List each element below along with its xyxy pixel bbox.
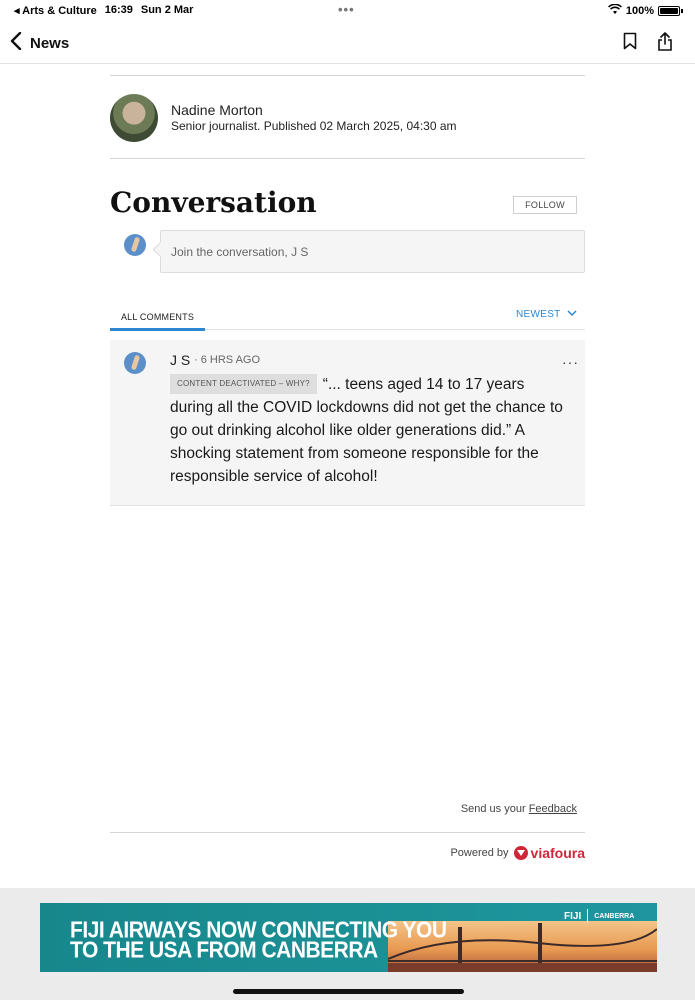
comment-text: “... teens aged 14 to 17 years during all the COVID lockdowns did not get the chance to go out drinking alcohol like older generations did.” A shocking statement from someone responsible for the responsible service of alcohol! (170, 376, 563, 485)
status-time: 16:39 (104, 4, 133, 16)
powered-by-label: Powered by (450, 847, 509, 859)
powered-by (110, 845, 585, 861)
sort-dropdown[interactable] (516, 309, 577, 320)
ad-area (0, 888, 695, 1000)
chevron-down-icon (567, 309, 577, 320)
current-user-avatar (124, 234, 146, 256)
ad-headline-line2: TO THE USA FROM CANBERRA (70, 937, 378, 964)
bookmark-icon[interactable] (623, 32, 637, 56)
author-meta: Senior journalist. Published 02 March 2025, 04:30 am (171, 119, 457, 133)
author-block (110, 94, 585, 144)
divider (110, 832, 585, 833)
back-chevron-icon (10, 32, 22, 54)
comment-timestamp: · 6 HRS AGO (194, 354, 261, 366)
author-avatar[interactable] (110, 94, 158, 142)
status-back-app[interactable]: ◂ Arts & Culture (14, 5, 97, 17)
divider (110, 158, 585, 159)
back-label: News (30, 34, 70, 52)
feedback-link[interactable]: Feedback (528, 803, 577, 815)
wifi-icon (608, 4, 622, 18)
status-date: Sun 2 Mar (140, 4, 194, 16)
sort-label: NEWEST (516, 309, 561, 320)
battery-icon (658, 6, 680, 16)
canberra-airport-logo: CANBERRA (594, 912, 635, 920)
follow-button[interactable]: FOLLOW (513, 196, 577, 214)
viafoura-brand: viafoura (530, 845, 585, 861)
author-name[interactable]: Nadine Morton (171, 102, 263, 118)
ad-banner[interactable] (40, 903, 657, 972)
battery-percent: 100% (625, 5, 654, 17)
multitasking-dots-icon[interactable]: ••• (338, 2, 355, 17)
more-icon[interactable]: ··· (562, 354, 579, 370)
share-icon[interactable] (657, 32, 673, 56)
feedback-line (110, 803, 577, 815)
tab-all-comments[interactable]: ALL COMMENTS (110, 312, 205, 331)
home-indicator[interactable] (233, 989, 464, 994)
conversation-title: Conversation (110, 186, 317, 219)
comment-body (170, 373, 570, 488)
feedback-prefix: Send us your (460, 803, 529, 815)
viafoura-logo-icon[interactable] (514, 845, 585, 861)
divider (110, 75, 585, 76)
content-deactivated-badge[interactable]: CONTENT DEACTIVATED – WHY? (170, 374, 317, 394)
status-bar (0, 0, 695, 20)
nav-bar (0, 22, 695, 64)
ad-headline-line1: FIJI AIRWAYS NOW CONNECTING YOU (70, 917, 447, 944)
ad-logos (564, 909, 634, 923)
comment-item (110, 340, 585, 506)
comment-input-placeholder: Join the conversation, J S (171, 245, 309, 259)
comment-input[interactable] (160, 230, 585, 273)
comment-username[interactable]: J S (170, 352, 191, 368)
commenter-avatar[interactable] (124, 352, 146, 374)
back-button[interactable] (10, 32, 69, 54)
fiji-airways-logo: FIJI (564, 910, 582, 922)
